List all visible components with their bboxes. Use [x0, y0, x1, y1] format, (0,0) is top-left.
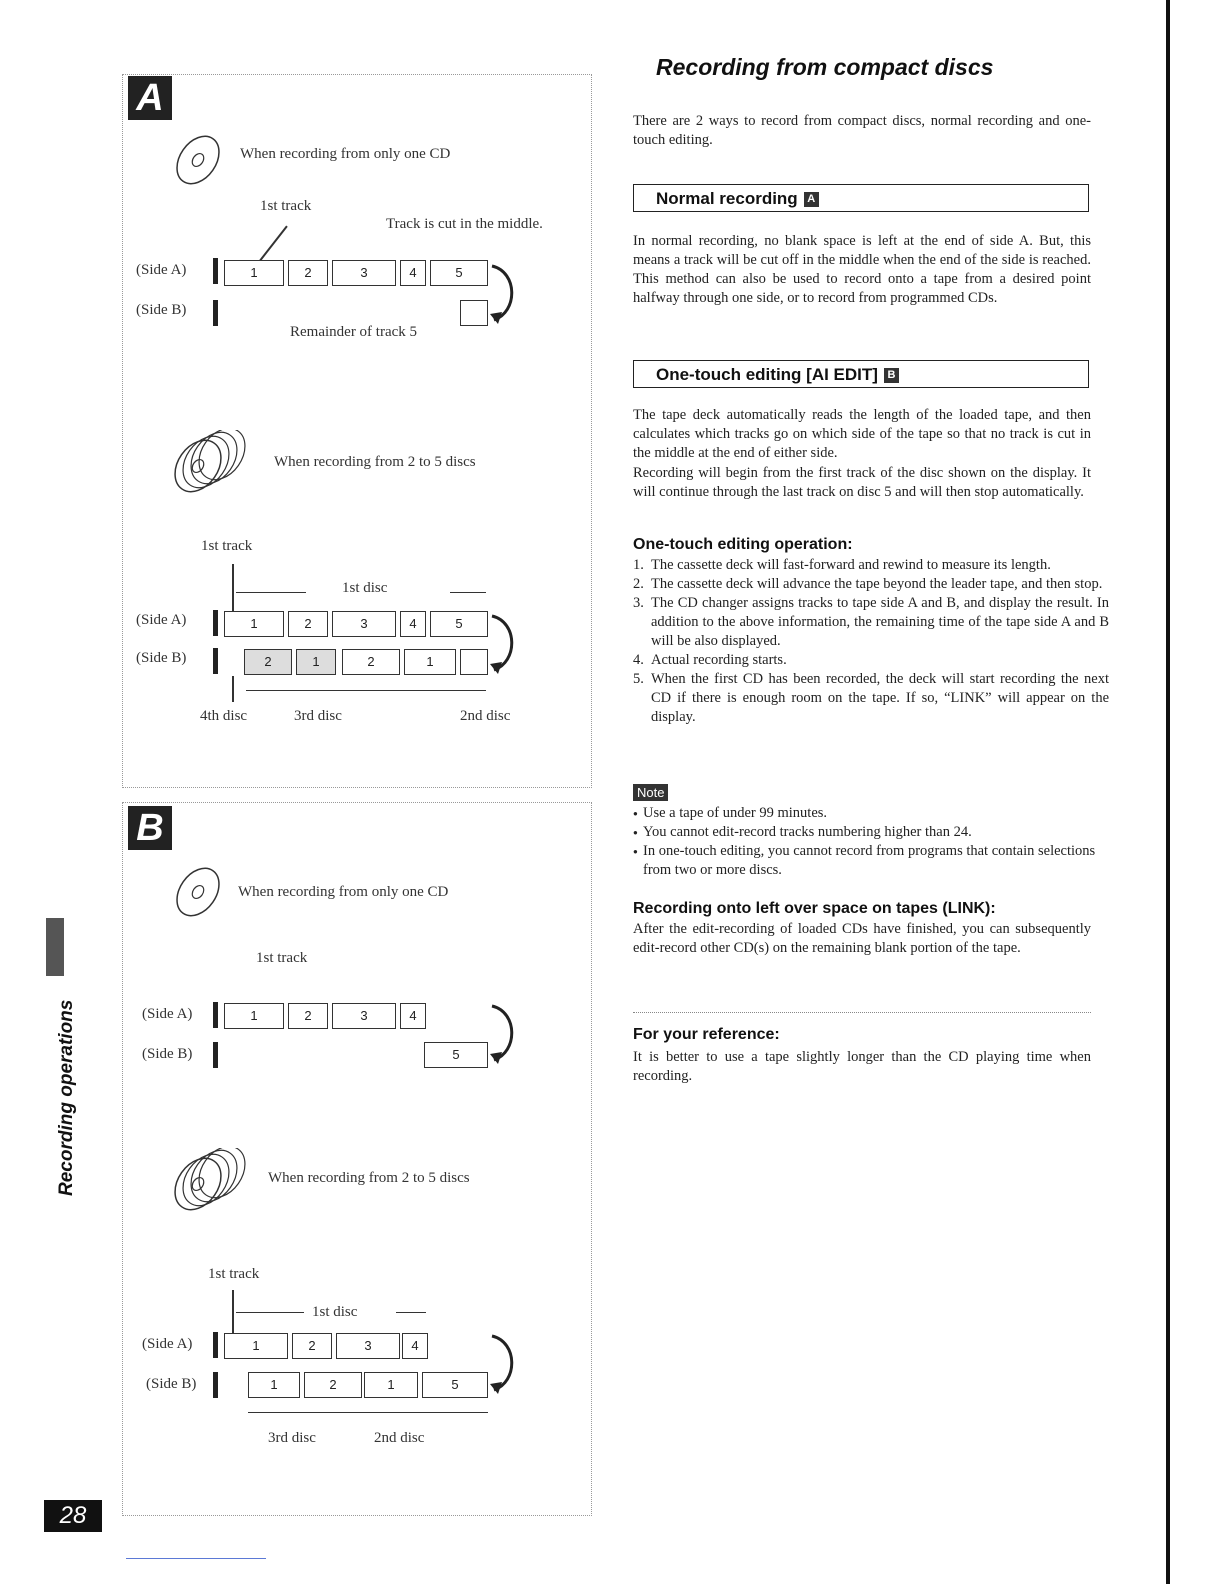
track-box: 2	[292, 1333, 332, 1359]
page-number: 28	[44, 1500, 102, 1532]
cd-icon	[170, 862, 230, 922]
multi-cd-icon	[168, 430, 258, 500]
first-disc-label: 1st disc	[312, 1304, 358, 1320]
first-track-marker	[232, 564, 234, 612]
normal-recording-title: Normal recording	[656, 189, 798, 208]
second-disc-label: 2nd disc	[460, 708, 511, 724]
section-divider	[633, 1012, 1091, 1013]
multi-cd-label: When recording from 2 to 5 discs	[268, 1170, 470, 1186]
track-box-remainder	[460, 300, 488, 326]
tape-leader-a	[213, 610, 218, 636]
link-text: After the edit-recording of loaded CDs have finished, you can subsequently edit-record other CD(s) on the remaining blank portion of the tape.	[633, 921, 1091, 956]
note-list	[633, 804, 1101, 880]
third-disc-label: 3rd disc	[268, 1430, 316, 1446]
operation-steps	[633, 556, 1109, 727]
step-item: When the first CD has been recorded, the deck will start recording the next CD if there is enough room on the tape. If so, “LINK” will appear on the display.	[651, 671, 1109, 725]
first-track-label: 1st track	[208, 1266, 260, 1282]
page-title: Recording from compact discs	[656, 54, 994, 80]
side-b-label: (Side B)	[136, 650, 187, 666]
section-tab-marker	[46, 918, 64, 976]
tape-leader-b	[213, 300, 218, 326]
turn-arrow-icon	[488, 1332, 522, 1396]
side-b-label: (Side B)	[142, 1046, 193, 1062]
track-box: 3	[336, 1333, 400, 1359]
first-disc-label: 1st disc	[342, 580, 388, 596]
track-box: 2	[342, 649, 400, 675]
normal-recording-heading	[633, 184, 1089, 212]
track-box: 5	[430, 260, 488, 286]
link-heading: Recording onto left over space on tapes (LINK):	[633, 900, 996, 917]
track-box: 2	[288, 260, 328, 286]
tape-leader-b	[213, 1372, 218, 1398]
reference-text: It is better to use a tape slightly longer than the CD playing time when recording.	[633, 1049, 1091, 1084]
track-box: 2	[244, 649, 292, 675]
side-a-label: (Side A)	[142, 1006, 193, 1022]
first-track-label: 1st track	[201, 538, 253, 554]
cut-middle-label: Track is cut in the middle.	[386, 216, 543, 232]
panel-b-marker: B	[884, 368, 899, 383]
track-box: 2	[304, 1372, 362, 1398]
step-item: The cassette deck will fast-forward and rewind to measure its length.	[651, 557, 1051, 573]
first-track-marker	[232, 1290, 234, 1336]
track-box: 2	[288, 1003, 328, 1029]
third-disc-label: 3rd disc	[294, 708, 342, 724]
track-box: 1	[404, 649, 456, 675]
note-item: ● In one-touch editing, you cannot record from programs that contain selections from two or more discs.	[643, 842, 1101, 880]
remainder-label: Remainder of track 5	[290, 324, 418, 340]
side-a-label: (Side A)	[136, 612, 187, 628]
second-disc-label: 2nd disc	[374, 1430, 425, 1446]
first-track-label: 1st track	[256, 950, 308, 966]
tape-leader-b	[213, 648, 218, 674]
track-box: 1	[224, 260, 284, 286]
note-badge: Note	[633, 784, 668, 801]
track-box: 3	[332, 611, 396, 637]
track-box: 1	[224, 1333, 288, 1359]
panel-a-marker: A	[804, 192, 819, 207]
step-item: The CD changer assigns tracks to tape side A and B, and display the result. In addition to the above information, the remaining time of the tape side A and B will be also displayed.	[651, 595, 1109, 649]
tape-leader-a	[213, 258, 218, 284]
track-box-empty	[460, 649, 488, 675]
footer-rule	[126, 1558, 266, 1559]
reference-heading: For your reference:	[633, 1026, 780, 1043]
track-box: 5	[430, 611, 488, 637]
track-box: 1	[296, 649, 336, 675]
section-side-label: Recording operations	[56, 999, 77, 1196]
disc-bracket	[246, 690, 486, 691]
track-box: 4	[402, 1333, 428, 1359]
one-cd-label: When recording from only one CD	[240, 146, 451, 162]
track-box: 2	[288, 611, 328, 637]
tape-leader-a	[213, 1002, 218, 1028]
turn-arrow-icon	[488, 1002, 522, 1066]
track-box: 4	[400, 611, 426, 637]
panel-a-badge: A	[128, 76, 172, 120]
disc-bracket	[248, 1412, 488, 1413]
multi-cd-icon	[168, 1148, 258, 1218]
note-item: ● You cannot edit-record tracks numbering higher than 24.	[643, 823, 1101, 842]
disc-bracket	[236, 1312, 304, 1313]
normal-recording-text: In normal recording, no blank space is left at the end of side A. But, this means a track will be cut off in the middle when the end of the side is reached. This method can also be used to record onto a tape from a desired point halfway through one side, or to record from programmed CDs.	[633, 233, 1091, 306]
track-box: 5	[424, 1042, 488, 1068]
first-track-label: 1st track	[260, 198, 312, 214]
side-b-label: (Side B)	[146, 1376, 197, 1392]
track-box: 1	[248, 1372, 300, 1398]
turn-arrow-icon	[488, 612, 522, 676]
multi-cd-label: When recording from 2 to 5 discs	[274, 454, 476, 470]
track-box: 1	[364, 1372, 418, 1398]
track-box: 1	[224, 611, 284, 637]
side-a-label: (Side A)	[136, 262, 187, 278]
track-box: 5	[422, 1372, 488, 1398]
page-edge-rule	[1166, 0, 1170, 1584]
one-touch-heading	[633, 360, 1089, 388]
disc-bracket	[450, 592, 486, 593]
fourth-disc-label: 4th disc	[200, 708, 248, 724]
cd-icon	[170, 130, 230, 190]
track-box: 4	[400, 260, 426, 286]
disc-bracket	[232, 676, 234, 702]
side-b-label: (Side B)	[136, 302, 187, 318]
operation-heading: One-touch editing operation:	[633, 536, 853, 553]
one-cd-label: When recording from only one CD	[238, 884, 449, 900]
track-box: 3	[332, 260, 396, 286]
intro-text: There are 2 ways to record from compact discs, normal recording and one-touch editing.	[633, 113, 1091, 148]
one-touch-title: One-touch editing [AI EDIT]	[656, 365, 878, 384]
step-item: Actual recording starts.	[651, 652, 787, 668]
turn-arrow-icon	[488, 262, 522, 326]
step-item: The cassette deck will advance the tape beyond the leader tape, and then stop.	[651, 576, 1103, 592]
one-touch-text-1: The tape deck automatically reads the length of the loaded tape, and then calculates which tracks go on which side of the tape so that no track is cut in the middle at the end of either side.	[633, 407, 1091, 461]
tape-leader-b	[213, 1042, 218, 1068]
track-box: 3	[332, 1003, 396, 1029]
side-a-label: (Side A)	[142, 1336, 193, 1352]
disc-bracket	[396, 1312, 426, 1313]
note-item: ● Use a tape of under 99 minutes.	[643, 804, 1101, 823]
track-box: 1	[224, 1003, 284, 1029]
tape-leader-a	[213, 1332, 218, 1358]
one-touch-text-2: Recording will begin from the first track of the disc shown on the display. It will continue through the last track on disc 5 and will then stop automatically.	[633, 465, 1091, 500]
track-box: 4	[400, 1003, 426, 1029]
disc-bracket	[236, 592, 306, 593]
panel-b-badge: B	[128, 806, 172, 850]
